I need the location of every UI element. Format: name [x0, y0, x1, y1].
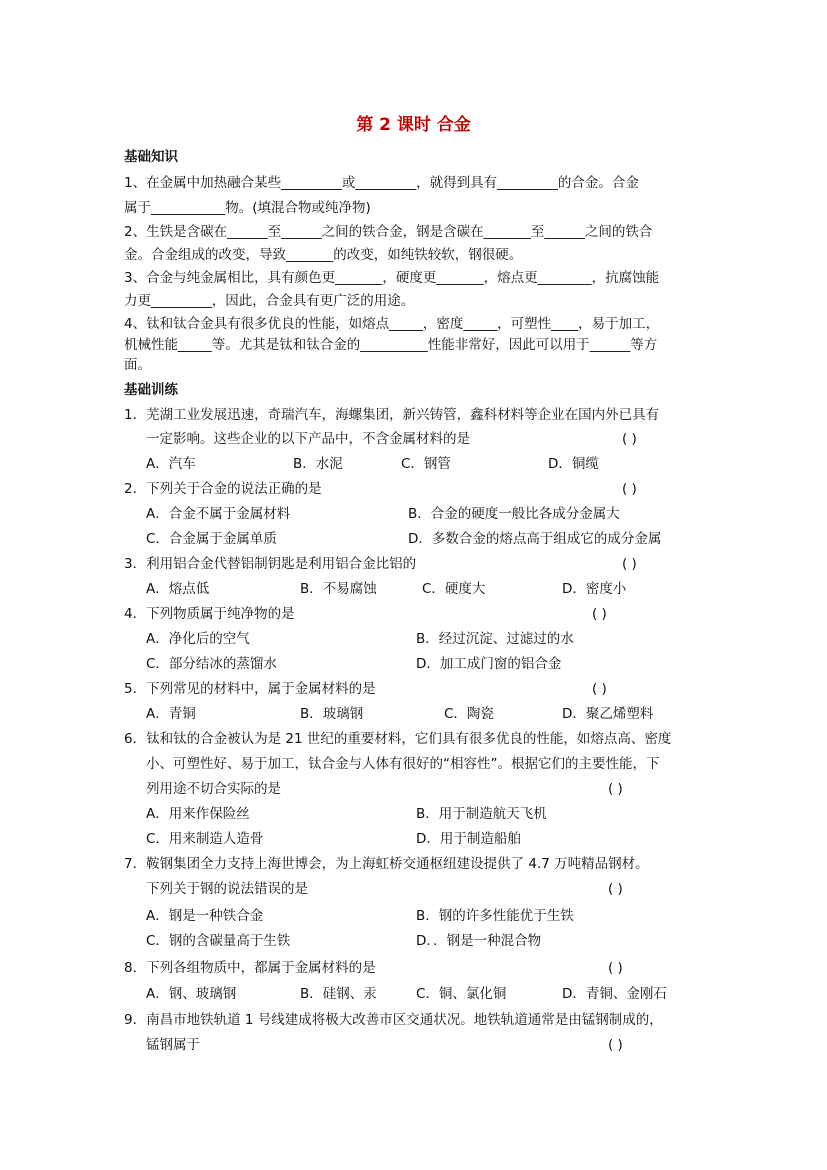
answer-blank: ( ) [592, 606, 607, 622]
option-a: A．钢、玻璃钢 [146, 986, 237, 1002]
question-4-stem: 4．下列物质属于纯净物的是 [124, 606, 295, 622]
option-b: B．经过沉淀、过滤过的水 [416, 631, 574, 647]
knowledge-line-4: 金。合金组成的改变，导致_______的改变，如纯铁较软，钢很硬。 [124, 247, 523, 263]
option-d: D．多数合金的熔点高于组成它的成分金属 [408, 531, 662, 547]
answer-blank: ( ) [608, 881, 623, 897]
option-a: A．熔点低 [146, 581, 210, 597]
option-d: D．加工成门窗的铝合金 [416, 656, 562, 672]
option-d: D．聚乙烯塑料 [562, 706, 654, 722]
question-1-stem: 一定影响。这些企业的以下产品中，不含金属材料的是 [146, 431, 470, 447]
option-c: C．铜、氯化铜 [416, 986, 507, 1002]
question-7-stem: 7．鞍钢集团全力支持上海世博会，为上海虹桥交通枢纽建设提供了 4.7 万吨精品钢材。 [124, 856, 649, 872]
option-a: A．钢是一种铁合金 [146, 908, 264, 924]
option-c: C．用来制造人造骨 [146, 831, 264, 847]
option-a: A．合金不属于金属材料 [146, 506, 291, 522]
question-6-stem: 列用途不切合实际的是 [146, 781, 281, 797]
option-d: D．铜缆 [548, 456, 599, 472]
answer-blank: ( ) [608, 960, 623, 976]
option-a: A．青铜 [146, 706, 196, 722]
option-c: C．陶瓷 [444, 706, 494, 722]
option-d: D．用于制造船舶 [416, 831, 521, 847]
answer-blank: ( ) [608, 1037, 623, 1053]
option-c: C．钢的含碳量高于生铁 [146, 933, 291, 949]
question-9-stem: 9．南昌市地铁轨道 1 号线建成将极大改善市区交通状况。地铁轨道通常是由锰钢制成的， [124, 1012, 663, 1028]
option-c: C．部分结冰的蒸馏水 [146, 656, 277, 672]
option-a: A．用来作保险丝 [146, 806, 250, 822]
question-8-stem: 8．下列各组物质中，都属于金属材料的是 [124, 960, 376, 976]
option-b: B．不易腐蚀 [300, 581, 377, 597]
option-a: A．汽车 [146, 456, 196, 472]
option-b: B．钢的许多性能优于生铁 [416, 908, 574, 924]
question-5-stem: 5．下列常见的材料中，属于金属材料的是 [124, 681, 376, 697]
question-6-stem: 小、可塑性好、易于加工，钛合金与人体有很好的“相容性”。根据它们的主要性能，下 [146, 756, 660, 772]
option-b: B．水泥 [293, 456, 343, 472]
answer-blank: ( ) [608, 781, 623, 797]
option-b: B．合金的硬度一般比各成分金属大 [408, 506, 620, 522]
answer-blank: ( ) [622, 481, 637, 497]
question-9-stem: 锰钢属于 [146, 1037, 200, 1053]
option-d: D．密度小 [562, 581, 627, 597]
option-c: C．硬度大 [422, 581, 486, 597]
option-b: B．用于制造航天飞机 [416, 806, 547, 822]
option-b: B．硅钢、汞 [300, 986, 377, 1002]
knowledge-line-5: 3、合金与纯金属相比，具有颜色更_______，硬度更_______，熔点更________，抗腐蚀能 [124, 270, 660, 286]
question-1-stem: 1．芜湖工业发展迅速，奇瑞汽车，海螺集团，新兴铸管，鑫科材料等企业在国内外已具有 [124, 407, 660, 423]
answer-blank: ( ) [622, 556, 637, 572]
option-b: B．玻璃钢 [300, 706, 364, 722]
option-c: C．钢管 [401, 456, 451, 472]
knowledge-line-3: 2、生铁是含碳在______至______之间的铁合金，钢是含碳在_______至______之间的铁合 [124, 224, 653, 240]
option-d: D．青铜、金刚石 [562, 986, 667, 1002]
question-3-stem: 3．利用铝合金代替铝制钥匙是利用铝合金比铝的 [124, 556, 417, 572]
knowledge-line-2: 属于___________物。(填混合物或纯净物) [124, 200, 371, 216]
knowledge-line-8: 机械性能_____等。尤其是钛和钛合金的__________性能非常好，因此可以用于______等方 [124, 337, 658, 353]
section-heading-basic-training: 基础训练 [124, 382, 178, 398]
question-6-stem: 6．钛和钛的合金被认为是 21 世纪的重要材料，它们具有很多优良的性能，如熔点高、密度 [124, 731, 672, 747]
option-d: D．．钢是一种混合物 [416, 933, 542, 949]
answer-blank: ( ) [622, 431, 637, 447]
knowledge-line-1: 1、在金属中加热融合某些_________或_________，就得到具有_________的合金。合金 [124, 175, 639, 191]
knowledge-line-7: 4、钛和钛合金具有很多优良的性能，如熔点_____，密度_____，可塑性____，易于加工， [124, 316, 660, 332]
question-7-stem: 下列关于钢的说法错误的是 [146, 881, 308, 897]
option-a: A．净化后的空气 [146, 631, 250, 647]
answer-blank: ( ) [592, 681, 607, 697]
page-title: 第 2 课时 合金 [356, 115, 471, 135]
question-2-stem: 2．下列关于合金的说法正确的是 [124, 481, 322, 497]
section-heading-basic-knowledge: 基础知识 [124, 149, 178, 165]
knowledge-line-9: 面。 [124, 357, 151, 373]
option-c: C．合金属于金属单质 [146, 531, 277, 547]
knowledge-line-6: 力更_________，因此，合金具有更广泛的用途。 [124, 293, 415, 309]
